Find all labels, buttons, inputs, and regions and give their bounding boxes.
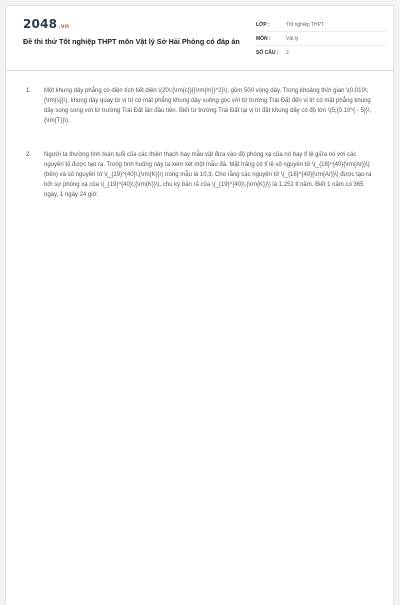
question-text: Một khung dây phẳng có diện tích tiết diện \(20\;{\rm{c}}{{\rm{m}}^2}\), gồm 500 vòng dây. Trong khoảng thời gian \(0,010\;{\rm{s}}\), khung dây quay từ vị trí có mặt phẳng khung dây vuông góc với từ trường Trái Đất đến vị trí có mặt phẳng khung dây song song với từ trường Trái Đất lần đầu tiên. Biết từ trường Trái Đất tại vị trí đặt khung dây có độ lớn \(5,{0.10^{ - 5}}\;{\rm{T}}\).	[44, 88, 372, 124]
question-list	[26, 86, 376, 224]
question-number: 1.	[26, 88, 32, 94]
question-text: Người ta thường tính toán tuổi của các thiên thạch hay mẫu vật đưa vào độ phóng xạ của nó hay tỉ lệ giữa nó với các nguyên tố được tạo ra. Trong tình huống này ta xem xét một mẫu đá. Mặt trăng có tỉ lệ số nguyên tử \(_{18}^{40}{\rm{Ar}}\) (bền) và số nguyên tử \(_{19}^{40}\;{\rm{K}}\) trong mẫu là 10,3. Cho rằng các nguyên tử \(_{18}^{40}{\rm{Ar}}\) được tạo ra bởi sự phóng xạ của \(_{19}^{40}\;{\rm{K}}\), chu kỳ bán rã của \(_{19}^{40}\;{\rm{K}}\) là 1,251 tỉ năm. Biết 1 năm có 365 ngày, 1 ngày 24 giờ.	[44, 152, 372, 198]
question-number: 2.	[26, 152, 32, 158]
meta-row-question-count	[256, 46, 386, 59]
meta-label: SỐ CÂU :	[256, 49, 279, 56]
meta-row-class	[256, 18, 386, 32]
meta-value: Vật lý	[286, 35, 299, 42]
meta-row-subject	[256, 32, 386, 46]
logo-suffix: .vn	[58, 23, 70, 30]
logo-text: 2048	[23, 17, 58, 31]
document-header	[6, 6, 393, 68]
site-logo[interactable]	[23, 17, 69, 31]
meta-label: LỚP :	[256, 21, 270, 28]
question-item	[26, 86, 376, 126]
header-divider	[6, 70, 393, 71]
meta-label: MÔN :	[256, 35, 271, 42]
meta-value: 2	[286, 49, 289, 56]
meta-value: Tốt nghiệp THPT	[286, 21, 324, 28]
document-page	[5, 5, 394, 605]
exam-title: Đề thi thử Tốt nghiệp THPT môn Vật lý Sở Hải Phòng có đáp án	[23, 37, 240, 46]
question-item	[26, 150, 376, 200]
exam-meta	[256, 18, 386, 59]
